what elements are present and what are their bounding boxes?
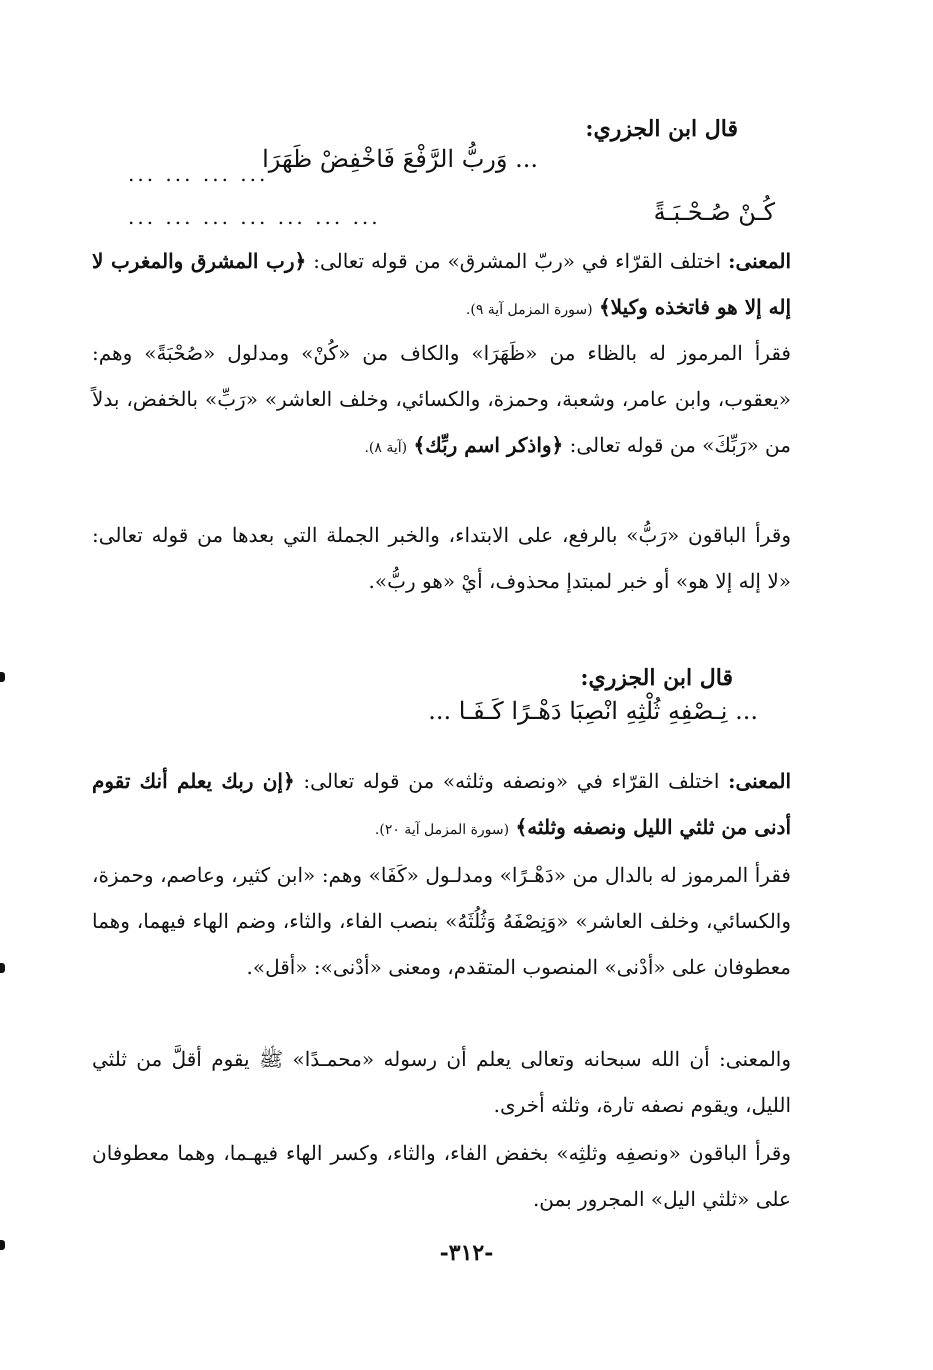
section1-paragraph1 — [92, 330, 791, 471]
section2-verse-line: ... نِـصْفِهِ ثُلْثِهِ انْصِبَا دَهْـرًا كَـفَـا ... — [428, 697, 758, 725]
section1-verse-line2: كُـنْ صُـحْـبَـةً — [653, 198, 775, 226]
meaning-text: اختلف القرّاء في «ونصفه وثلثه» من قوله تعالى: — [303, 769, 720, 793]
quran-quote: ﴿واذكر اسم ربِّك﴾ — [413, 433, 564, 457]
paragraph-text: وقرأ الباقون «رَبُّ» بالرفع، على الابتداء، والخبر الجملة التي بعدها من قوله تعالى: «لا إله إلا هو» أو خبر لمبتدإ محذوف، أيْ «هو ربُّ». — [92, 523, 791, 593]
meaning-label: المعنى: — [728, 769, 792, 793]
scan-edge-mark — [0, 963, 5, 973]
page-number: -٣١٢- — [439, 1240, 494, 1266]
section1-meaning — [92, 238, 791, 333]
section1-verse-line1-dots: ... ... ... ... — [128, 162, 269, 186]
scan-edge-mark — [0, 672, 5, 682]
section1-heading: قال ابن الجزري: — [585, 116, 738, 142]
quran-quote: ﴿رب المشرق والمغرب لا إله إلا هو فاتخذه وكيلا﴾ — [92, 249, 791, 319]
section1-verse-line1: ... وَربُّ الرَّفْعَ فَاخْفِضْ ظَهَرَا — [262, 145, 538, 173]
section2-meaning — [92, 758, 791, 853]
meaning-label: المعنى: — [728, 249, 792, 273]
section2-paragraph2 — [92, 1036, 791, 1128]
section2-paragraph1 — [92, 852, 791, 990]
paragraph-text: وقرأ الباقون «ونصفِه وثلثِه» بخفض الفاء، والثاء، وكسر الهاء فيهـما، وهما معطوفان على «ثلثي اليل» المجرور بمن. — [92, 1141, 791, 1211]
quran-quote: ﴿إن ربك يعلم أنك تقوم أدنى من ثلثي الليل ونصفه وثلثه﴾ — [92, 769, 791, 839]
section1-verse-line2-dots: ... ... ... ... ... ... ... — [128, 205, 381, 229]
section2-paragraph3 — [92, 1130, 791, 1222]
scan-edge-mark — [0, 1240, 5, 1250]
section2-heading: قال ابن الجزري: — [580, 665, 733, 691]
paragraph-text: والمعنى: أن الله سبحانه وتعالى يعلم أن رسوله «محمـدًا» ﷺ يقوم أقلَّ من ثلثي الليل، ويقوم نصفه تارة، وثلثه أخرى. — [92, 1047, 792, 1117]
paragraph-text: فقرأ المرموز له بالظاء من «ظَهَرَا» والكاف من «كُنْ» ومدلول «صُحْبَةً» وهم: «يعقوب، وابن عامر، وشعبة، وحمزة، والكسائي، وخلف العاشر» «رَبِّ» بالخفض، بدلاً من «رَبِّكَ» من قوله تعالى: — [92, 341, 791, 457]
paragraph-text: فقرأ المرموز له بالدال من «دَهْـرًا» ومدلـول «كَفَا» وهم: «ابن كثير، وعاصم، وحمزة، والكسائي، وخلف العاشر» «وَنِصْفَهُ وَثُلُثَهُ» بنصب الفاء، والثاء، وضم الهاء فيهما، وهما معطوفان على «أدْنى» المنصوب المتقدم، ومعنى «أدْنى»: «أقل». — [92, 863, 791, 979]
section1-paragraph2 — [92, 512, 791, 604]
quran-reference: (آية ٨). — [364, 440, 408, 456]
meaning-text: اختلف القرّاء في «ربّ المشرق» من قوله تعالى: — [313, 249, 722, 273]
quran-reference: (سورة المزمل آية ٩). — [465, 302, 593, 318]
quran-reference: (سورة المزمل آية ٢٠). — [374, 822, 510, 838]
